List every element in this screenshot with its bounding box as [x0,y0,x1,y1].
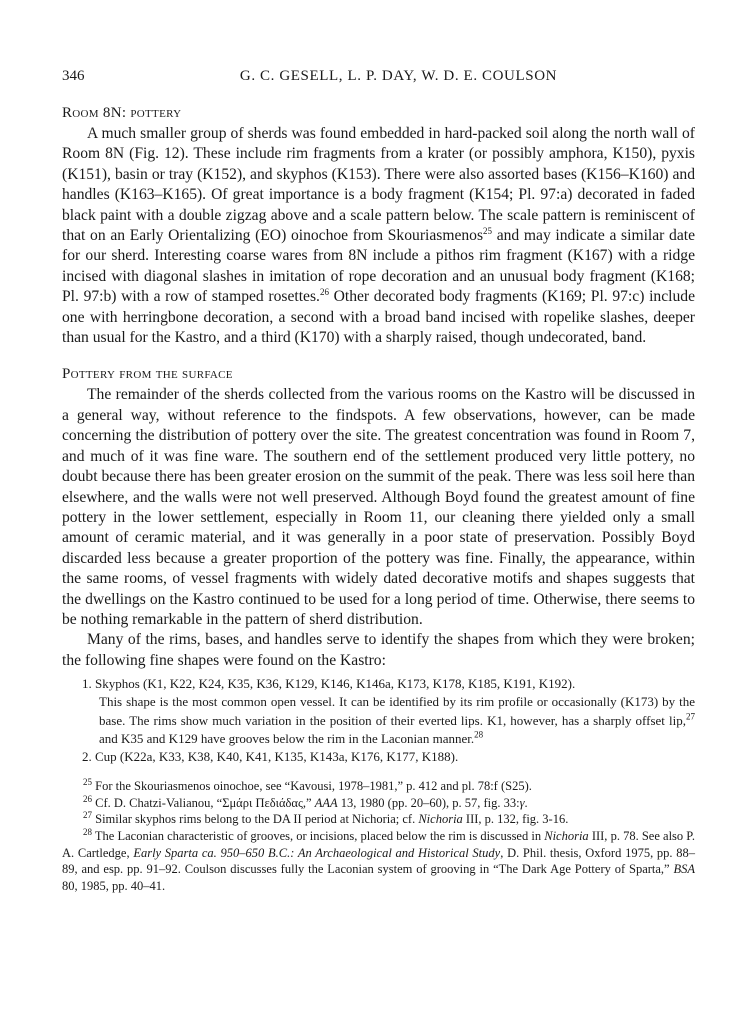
book-title: Early Sparta ca. 950–650 B.C.: An Archaeological and Historical Study [133,845,501,860]
text-run: and K35 and K129 have grooves below the rim in the Laconian manner. [99,730,475,746]
text-run: For the Skouriasmenos oinochoe, see “Kavousi, 1978–1981,” p. 412 and pl. 78:f (S25). [92,779,532,794]
footnote-26 [62,795,695,812]
paragraph-surface-2: Many of the rims, bases, and handles serve to identify the shapes from which they were broken; the following fine shapes were found on the Kastro: [62,631,695,669]
list-item-cup [82,748,695,766]
shapes-list [62,675,695,766]
text-run: Cf. D. Chatzi-Valianou, “ [92,795,223,810]
section-heading-room-8n: Room 8N: pottery [62,105,182,121]
footnote-ref-28[interactable]: 28 [474,729,484,740]
text-run: ,” [302,795,315,810]
footnote-28 [62,828,695,894]
footnote-number: 26 [83,793,92,804]
section-heading-surface: Pottery from the surface [62,366,233,383]
running-head-authors: G. C. GESELL, L. P. DAY, W. D. E. COULSON [239,68,558,84]
running-head [62,68,695,92]
footnote-ref-26[interactable]: 26 [319,287,329,298]
footnote-ref-25[interactable]: 25 [483,225,493,236]
journal-title: AAA [314,795,338,810]
text-run: , D. Phil. thesis, Oxford 1975, pp. 88–89, and esp. pp. 91–92. Coulson discusses fully the Laconian system of grooving in “The Dark Age Pottery of Sparta,” [62,845,696,877]
text-run: 80, 1985, pp. 40–41. [62,878,166,893]
text-run: This shape is the most common open vessel. It can be identified by its rim profile or occasionally (K173) by the base. The rims show much variation in the position of their everted lips. K1, however, has a sharply offset lip, [99,694,695,728]
book-title: Nichoria [544,828,589,843]
text-run: 13, 1980 (pp. 20–60), p. 57, fig. 33: [337,795,520,810]
text-run: III, p. 132, fig. 3-16. [462,812,569,827]
footnote-ref-27[interactable]: 27 [686,711,695,722]
journal-title: BSA [673,862,695,877]
page-number: 346 [62,68,85,84]
text-run: γ [519,795,525,810]
text-run: The Laconian characteristic of grooves, or incisions, placed below the rim is discussed in [92,828,545,843]
footnote-number: 28 [83,826,92,837]
text-run: and may indicate a similar date for our sherd. Interesting coarse wares from 8N include a pithos rim fragment (K167) with a ridge incised with diagonal slashes in imitation of rope decoration and an unusual body fragment (K168; Pl. 97:b) with a row of stamped rosettes. [62,227,695,306]
text-run: Other decorated body fragments (K169; Pl. 97:c) include one with herringbone decoration, a second with a broad band incised with ropelike slashes, deeper than usual for the Kastro, and a third (K170) with a sharply raised, though undecorated, band. [62,288,695,347]
book-title: Nichoria [418,812,463,827]
footnote-number: 25 [83,777,92,788]
text-run: Similar skyphos rims belong to the DA II period at Nichoria; cf. [92,812,419,827]
list-item-head: 1. Skyphos (K1, K22, K24, K35, K36, K129, K146, K146a, K173, K178, K185, K191, K192). [82,676,576,692]
paragraph-surface-1: The remainder of the sherds collected from the various rooms on the Kastro will be discussed in a general way, without reference to the findspots. A few observations, however, can be made concerning the distribution of pottery over the site. The greatest concentration was found in Room 7, and much of it was fine ware. The southern end of the settlement produced very little pottery, no doubt because there has been greater erosion on the summit of the peak. There was less soil here than elsewhere, and the walls were not well preserved. Although Boyd found the greatest amount of fine pottery in the lower settlement, especially in Room 11, our cleaning there yielded only a small amount of ceramic material, and it was generally in a poor state of preservation. Possibly Boyd discarded less because a greater proportion of the pottery was fine. Finally, the appearance, within the same rooms, of vessel fragments with widely dated decorative motifs and shapes suggests that the dwellings on the Kastro continued to be used for a long period of time. Otherwise, there seems to be nothing remarkable in the pattern of sherd distribution. [62,386,695,628]
list-item-description [82,693,695,748]
page [62,68,695,894]
text-run: . [524,795,528,810]
text-run: Σμάρι Πεδιάδας [222,795,303,810]
text-run: A much smaller group of sherds was found embedded in hard-packed soil along the north wall of Room 8N (Fig. 12). These include rim fragments from a krater (or possibly amphora, K150), pyxis (K151), basin or tray (K152), and skyphos (K153). There were also assorted bases (K156–K160) and handles (K163–K165). Of great importance is a body fragment (K154; Pl. 97:a) decorated in faded black paint with a double zigzag above and a scale pattern below. The scale pattern is reminiscent of that on an Early Orientalizing (EO) oinochoe from Skouriasmenos [62,125,695,245]
footnotes [62,778,695,894]
text-run: III, p. 78. See also P. A. Cartledge, [62,828,695,860]
list-item-head: 2. Cup (K22a, K33, K38, K40, K41, K135, K143a, K176, K177, K188). [82,748,459,764]
paragraph-room-8n [62,124,695,348]
footnote-number: 27 [83,810,92,821]
list-item-skyphos [82,675,695,748]
footnote-27 [62,811,695,828]
footnote-25 [62,778,695,795]
